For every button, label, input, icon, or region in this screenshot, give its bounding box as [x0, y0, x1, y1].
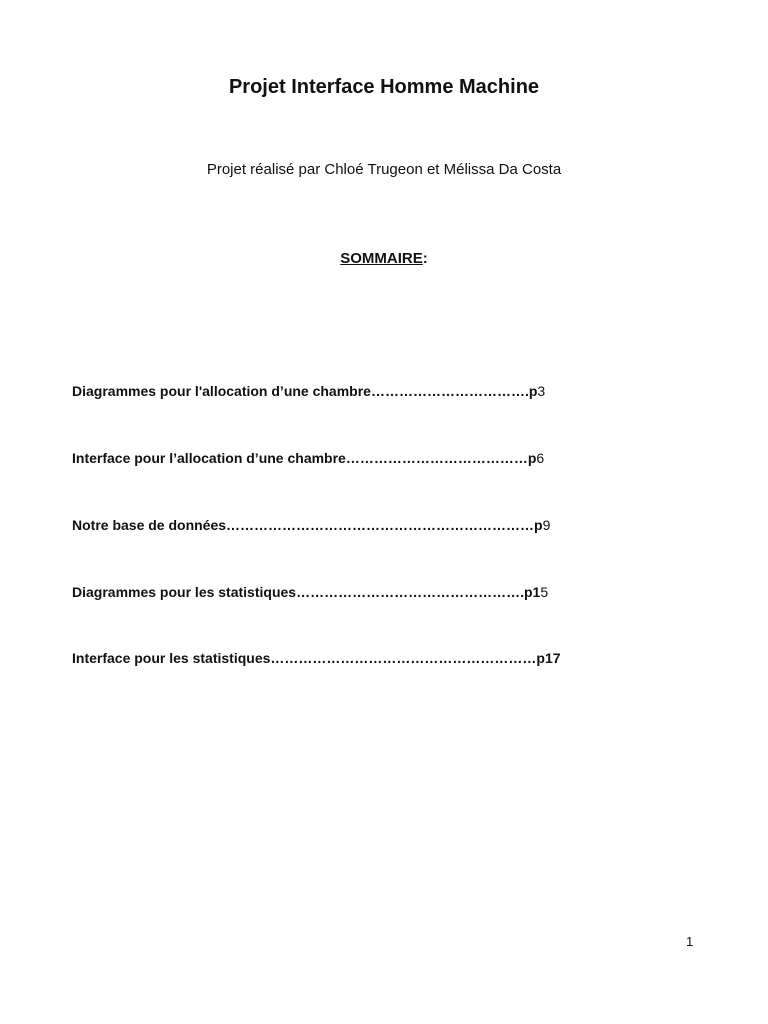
- toc-page-prefix: p1: [523, 584, 541, 600]
- summary-heading-text: SOMMAIRE: [340, 250, 423, 267]
- toc-page-prefix: p: [534, 517, 543, 533]
- toc-entry-label: Diagrammes pour les statistiques: [72, 584, 297, 600]
- toc-page-number: 9: [542, 517, 551, 533]
- toc-page-number: 3: [537, 383, 546, 399]
- document-title: Projet Interface Homme Machine: [228, 76, 540, 98]
- toc-entry-leader: …………………………………………………………: [226, 517, 535, 533]
- toc-entry-label: Diagrammes pour l'allocation d’une chambre: [72, 383, 371, 399]
- toc-entry-label: Notre base de données: [72, 517, 227, 533]
- toc-entry-leader: …………………………………: [345, 450, 528, 466]
- summary-heading: [0, 250, 768, 267]
- toc-page-prefix: p: [527, 450, 537, 466]
- toc-page-prefix: p: [528, 383, 538, 399]
- toc-entry: [72, 650, 561, 666]
- document-subtitle: Projet réalisé par Chloé Trugeon et Mélissa Da Costa: [206, 161, 562, 178]
- toc-page-number: 6: [536, 450, 545, 466]
- toc-entry-page: [524, 584, 548, 600]
- toc-entry-leader: ………………………………………….: [296, 584, 524, 600]
- toc-entry-page: [534, 517, 550, 533]
- toc-entry-leader: …………………………….: [370, 383, 529, 399]
- toc-page-prefix: p17: [536, 650, 561, 666]
- toc-entry: [72, 584, 548, 600]
- toc-entry: [72, 517, 550, 533]
- toc-entry-label: Interface pour l’allocation d’une chambre: [72, 450, 346, 466]
- toc-entry-page: [536, 650, 560, 666]
- toc-entry: [72, 383, 545, 399]
- toc-entry-leader: …………………………………………………: [270, 650, 537, 666]
- page-number: 1: [686, 934, 694, 949]
- toc-page-number: 5: [540, 584, 549, 600]
- toc-entry: [72, 450, 544, 466]
- toc-entry-page: [528, 450, 544, 466]
- toc-entry-page: [529, 383, 545, 399]
- toc-entry-label: Interface pour les statistiques: [72, 650, 271, 666]
- summary-heading-colon: :: [422, 250, 428, 267]
